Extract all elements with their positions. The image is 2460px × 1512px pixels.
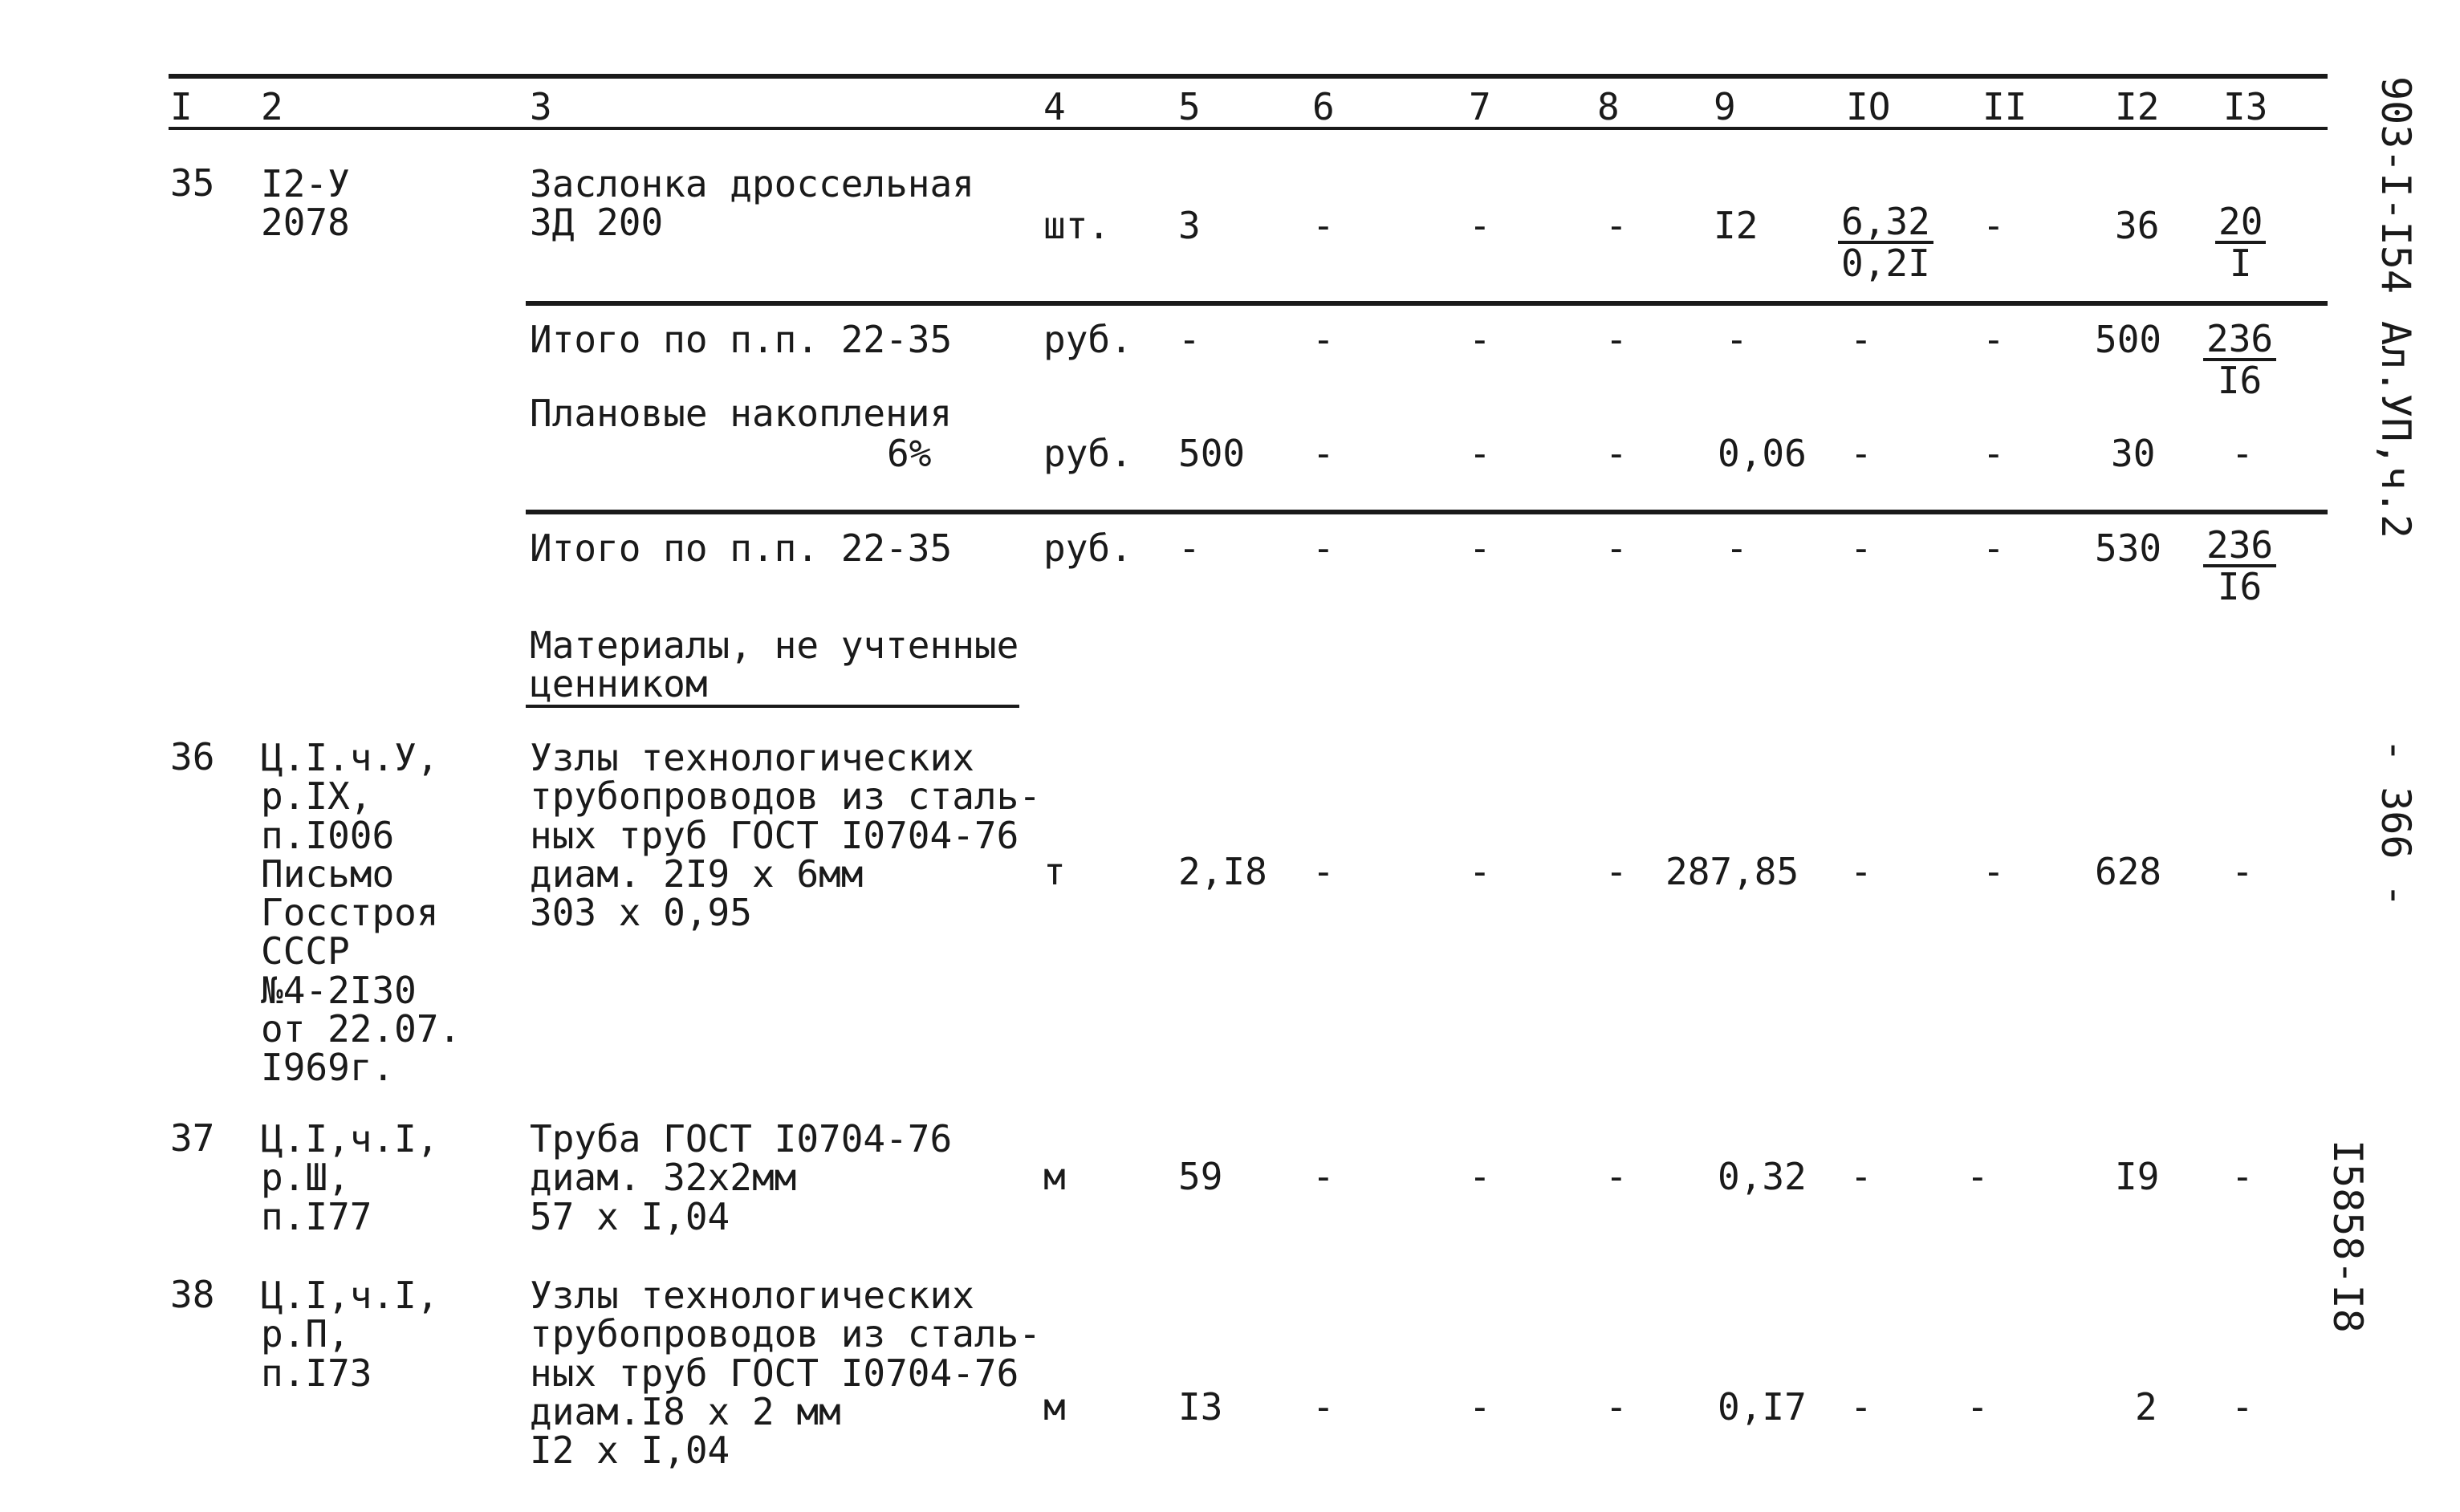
row-col10: - xyxy=(1850,526,1872,570)
row-col12: 36 xyxy=(2115,204,2160,247)
top-rule xyxy=(169,74,2328,79)
row-col13: - xyxy=(2231,1155,2254,1198)
row-col6: - xyxy=(1312,1385,1335,1429)
row-col12: 2 xyxy=(2135,1385,2157,1429)
row-unit: м xyxy=(1043,1385,1066,1429)
row-col11: - xyxy=(1966,1385,1989,1429)
row-col11: - xyxy=(1966,1155,1989,1198)
row-quantity: - xyxy=(1178,526,1201,570)
row-col10: - xyxy=(1850,1385,1872,1429)
row-col6: - xyxy=(1312,432,1335,475)
row-name: Узлы технологических трубопроводов из сталь- ных труб ГОСТ I0704-76 диам. 2I9 х 6мм 303 х 0,95 xyxy=(530,736,1041,935)
row-name: Плановые накопления xyxy=(530,392,953,435)
row-unit: руб. xyxy=(1043,526,1132,570)
row-name: Труба ГОСТ I0704-76 диам. 32х2мм 57 х I,04 xyxy=(530,1117,953,1238)
fraction-numerator: 236 xyxy=(2203,526,2276,567)
row-quantity: - xyxy=(1178,318,1201,361)
section-rule xyxy=(526,301,2328,306)
row-col10-fraction xyxy=(1838,200,1933,286)
section-rule xyxy=(526,510,2328,514)
row-col11: - xyxy=(1982,318,2005,361)
section-heading: Материалы, не учтенные ценником xyxy=(530,624,1019,706)
row-col9: - xyxy=(1726,318,1748,361)
heading-underline xyxy=(526,705,1019,708)
row-unit: руб. xyxy=(1043,432,1132,475)
col-header-13: I3 xyxy=(2223,85,2268,128)
row-col8: - xyxy=(1605,204,1628,247)
row-col12: 500 xyxy=(2095,318,2162,361)
archive-stamp: I5858-I8 xyxy=(2324,1140,2371,1333)
row-col9: 0,I7 xyxy=(1718,1385,1807,1429)
col-header-1: I xyxy=(170,85,193,128)
col-header-9: 9 xyxy=(1714,85,1736,128)
col-header-12: I2 xyxy=(2115,85,2160,128)
row-col13: - xyxy=(2231,1385,2254,1429)
row-col8: - xyxy=(1605,318,1628,361)
row-col11: - xyxy=(1982,850,2005,893)
row-col8: - xyxy=(1605,1385,1628,1429)
row-col9: 0,06 xyxy=(1718,432,1807,475)
row-col8: - xyxy=(1605,850,1628,893)
row-col7: - xyxy=(1469,204,1491,247)
fraction-numerator: 6,32 xyxy=(1838,202,1933,244)
row-name: Узлы технологических трубопроводов из сталь- ных труб ГОСТ I0704-76 диам.I8 х 2 мм I2 х I,04 xyxy=(530,1274,1041,1473)
col-header-5: 5 xyxy=(1178,85,1201,128)
row-col7: - xyxy=(1469,1155,1491,1198)
row-number: 35 xyxy=(170,161,215,205)
row-col8: - xyxy=(1605,1155,1628,1198)
row-col13-fraction xyxy=(2203,523,2276,609)
album-reference: Ал.УП,ч.2 xyxy=(2373,321,2419,539)
row-unit: шт. xyxy=(1043,204,1111,247)
row-col6: - xyxy=(1312,1155,1335,1198)
row-col13: - xyxy=(2231,850,2254,893)
row-col13-fraction xyxy=(2203,317,2276,403)
col-header-6: 6 xyxy=(1312,85,1335,128)
row-col7: - xyxy=(1469,318,1491,361)
fraction-numerator: 20 xyxy=(2215,202,2266,244)
row-col11: - xyxy=(1982,432,2005,475)
row-quantity: 59 xyxy=(1178,1155,1223,1198)
fraction-denominator: I xyxy=(2229,242,2252,286)
row-reference: Ц.I.ч.У, р.IX, п.I006 Письмо Госстроя СССР №4-2I30 от 22.07. I969г. xyxy=(261,736,462,1090)
col-header-4: 4 xyxy=(1043,85,1066,128)
row-col13-fraction xyxy=(2215,200,2266,286)
row-col9: 0,32 xyxy=(1718,1155,1807,1198)
row-col12: 628 xyxy=(2095,850,2162,893)
row-col9: 287,85 xyxy=(1665,850,1799,893)
row-col10: - xyxy=(1850,1155,1872,1198)
row-col7: - xyxy=(1469,850,1491,893)
row-col7: - xyxy=(1469,1385,1491,1429)
row-col10: - xyxy=(1850,318,1872,361)
col-header-7: 7 xyxy=(1469,85,1491,128)
document-code: 903-I-I54 xyxy=(2373,76,2419,294)
row-percent: 6% xyxy=(887,432,932,475)
row-col9: - xyxy=(1726,526,1748,570)
row-quantity: 3 xyxy=(1178,204,1201,247)
row-reference: I2-У 2078 xyxy=(261,162,350,245)
row-name: Итого по п.п. 22-35 xyxy=(530,526,953,570)
row-reference: Ц.I,ч.I, р.П, п.I73 xyxy=(261,1274,439,1395)
row-number: 36 xyxy=(170,735,215,778)
col-header-2: 2 xyxy=(261,85,283,128)
page-number: - 366 - xyxy=(2373,738,2419,908)
fraction-denominator: I6 xyxy=(2217,359,2263,403)
row-quantity: 2,I8 xyxy=(1178,850,1267,893)
row-col12: 30 xyxy=(2111,432,2156,475)
row-quantity: 500 xyxy=(1178,432,1246,475)
row-col7: - xyxy=(1469,526,1491,570)
row-col6: - xyxy=(1312,318,1335,361)
col-header-8: 8 xyxy=(1597,85,1620,128)
fraction-numerator: 236 xyxy=(2203,319,2276,361)
row-quantity: I3 xyxy=(1178,1385,1223,1429)
row-unit: руб. xyxy=(1043,318,1132,361)
row-col13: - xyxy=(2231,432,2254,475)
row-col10: - xyxy=(1850,850,1872,893)
row-col6: - xyxy=(1312,526,1335,570)
row-col6: - xyxy=(1312,204,1335,247)
row-unit: т xyxy=(1043,850,1066,893)
col-header-11: II xyxy=(1982,85,2027,128)
row-col12: 530 xyxy=(2095,526,2162,570)
row-col8: - xyxy=(1605,526,1628,570)
row-col9: I2 xyxy=(1714,204,1759,247)
row-number: 37 xyxy=(170,1116,215,1160)
row-col8: - xyxy=(1605,432,1628,475)
row-unit: м xyxy=(1043,1155,1066,1198)
row-col10: - xyxy=(1850,432,1872,475)
row-col11: - xyxy=(1982,204,2005,247)
row-col12: I9 xyxy=(2115,1155,2160,1198)
fraction-denominator: I6 xyxy=(2217,565,2263,609)
row-name: Итого по п.п. 22-35 xyxy=(530,318,953,361)
row-col11: - xyxy=(1982,526,2005,570)
col-header-10: IO xyxy=(1846,85,1891,128)
row-col6: - xyxy=(1312,850,1335,893)
row-name: Заслонка дроссельная ЗД 200 xyxy=(530,162,974,245)
row-reference: Ц.I,ч.I, р.Ш, п.I77 xyxy=(261,1117,439,1238)
fraction-denominator: 0,2I xyxy=(1841,242,1930,286)
row-number: 38 xyxy=(170,1273,215,1316)
col-header-3: 3 xyxy=(530,85,552,128)
row-col7: - xyxy=(1469,432,1491,475)
